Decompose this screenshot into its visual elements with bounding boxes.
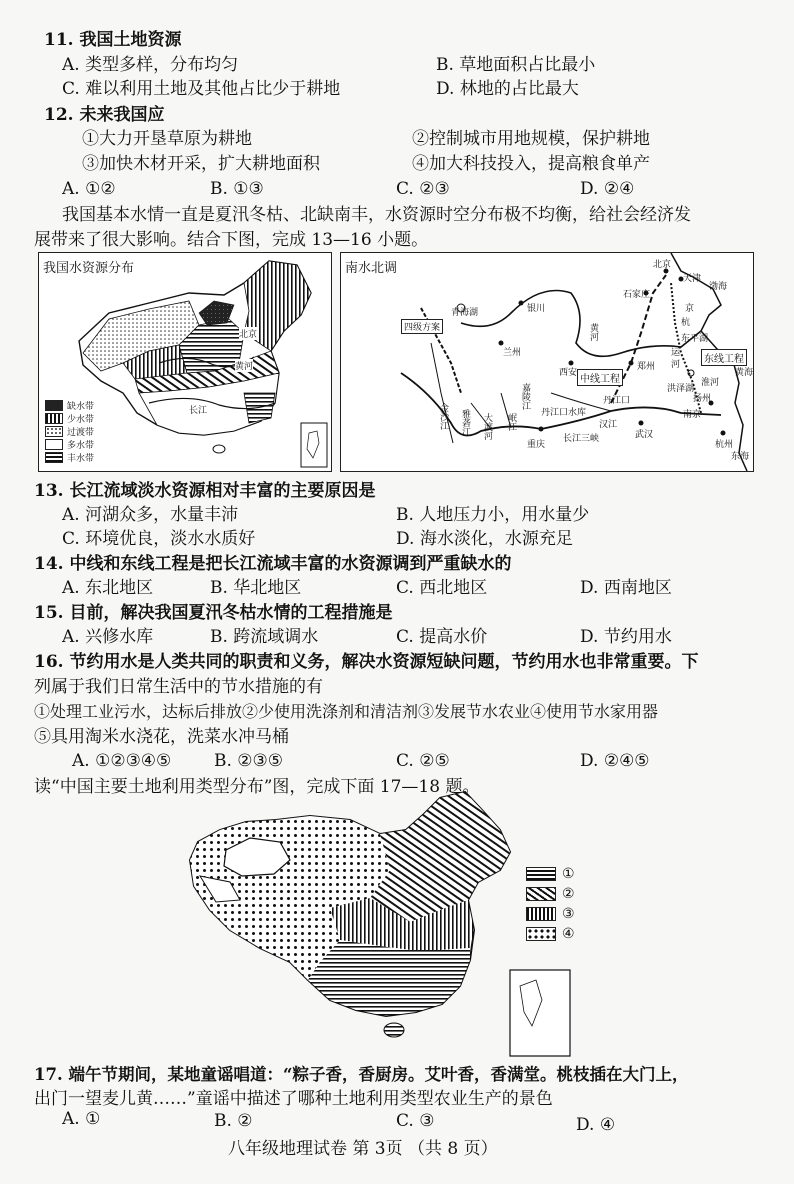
land-legend-2: ② [526,886,575,902]
q16-option-b[interactable]: B. ②③⑤ [214,751,284,771]
land-legend-1: ① [526,866,575,882]
q11-option-c[interactable]: C. 难以利用土地及其他占比少于耕地 [62,79,341,99]
q17-line1: 17. 端午节期间，某地童谣唱道：“粽子香，香厨房。艾叶香，香满堂。桃枝插在大门上， [34,1065,689,1084]
q16-option-c[interactable]: C. ②⑤ [396,751,450,771]
q11-option-d[interactable]: D. 林地的占比最大 [436,79,579,99]
intro-13-16-line1: 我国基本水情一直是夏汛冬枯、北缺南丰，水资源时空分布极不均衡，给社会经济发 [62,205,691,225]
q12-option-d[interactable]: D. ②④ [580,179,635,199]
q15-option-a[interactable]: A. 兴修水库 [62,627,154,647]
place-lanzhou: 兰州 [503,348,522,358]
place-danjiangkou: 丹江口 [603,396,631,406]
q15-option-d[interactable]: D. 节约用水 [580,627,672,647]
river-dadu: 大渡河 [482,413,492,440]
sea-east: 东海 [731,452,750,462]
river-yellow: 黄河 [588,323,598,341]
west-route-label: 四级方案 [401,319,443,334]
q16-line1: 16. 节约用水是人类共同的职责和义务，解决水资源短缺问题，节约用水也非常重要。下 [34,652,699,672]
place-dongping-lake: 东平湖 [681,334,709,344]
q15-option-b[interactable]: B. 跨流域调水 [210,627,319,647]
q13-option-a[interactable]: A. 河湖众多，水量丰沛 [62,505,239,525]
q12-statement-2: ②控制城市用地规模，保护耕地 [412,129,650,149]
land-legend-swatch-horizontal [526,867,556,881]
land-legend-swatch-dots [526,927,556,941]
q16-line2: 列属于我们日常生活中的节水措施的有 [34,677,323,697]
intro-13-16-line2: 展带来了很大影响。结合下图，完成 13—16 小题。 [34,230,429,250]
q17-option-c[interactable]: C. ③ [396,1111,435,1131]
q15-option-c[interactable]: C. 提高水价 [396,627,488,647]
q17-line2: 出门一望麦儿黄……”童谣中描述了哪种土地利用类型农业生产的景色 [34,1089,553,1109]
sea-yellow: 黄海 [735,368,754,378]
water-map-yellow-river: 黄河 [235,359,253,372]
q14-option-c[interactable]: C. 西北地区 [396,578,488,598]
legend-swatch-vertical [45,413,63,424]
canal-char-1: 京 [685,304,695,314]
place-yinchuan: 银川 [527,304,546,314]
water-transfer-map [340,252,754,472]
q12-statement-3: ③加快木材开采，扩大耕地面积 [82,154,320,174]
q12-statement-4: ④加大科技投入，提高粮食单产 [412,154,650,174]
place-zhengzhou: 郑州 [637,362,656,372]
legend-water-rich: 丰水带 [45,451,94,464]
legend-water-transition: 过渡带 [45,425,94,438]
place-wuhan: 武汉 [635,430,654,440]
q14-option-d[interactable]: D. 西南地区 [580,578,672,598]
water-map-title: 我国水资源分布 [43,261,135,276]
place-qinghai-lake: 青海湖 [451,308,479,318]
q16-line4: ⑤具用淘米水浇花，洗菜水冲马桶 [34,727,289,747]
river-huai: 淮河 [701,378,720,388]
page-footer: 八年级地理试卷 第 3页 （共 8 页） [228,1139,498,1159]
q13-option-b[interactable]: B. 人地压力小，用水量少 [396,505,590,525]
q11-option-b[interactable]: B. 草地面积占比最小 [436,55,596,75]
place-hanjiang: 汉江 [599,420,618,430]
canal-char-4: 河 [671,360,681,370]
q16-option-d[interactable]: D. ②④⑤ [580,751,650,771]
transfer-map-title: 南水北调 [345,261,398,276]
q12-option-c[interactable]: C. ②③ [396,179,450,199]
intro-17-18: 读“中国主要土地利用类型分布”图，完成下面 17—18 题。 [34,777,480,797]
legend-water-scarce: 少水带 [45,412,94,425]
place-hangzhou: 杭州 [715,440,734,450]
place-beijing: 北京 [653,260,672,270]
q13-option-c[interactable]: C. 环境优良，淡水水质好 [62,529,256,549]
legend-water-shortage: 缺水带 [45,399,94,412]
q12-stem: 12. 未来我国应 [44,105,165,125]
river-jialing: 嘉陵江 [520,383,530,410]
place-nanjing: 南京 [683,410,702,420]
land-use-map [180,790,590,1060]
place-shijiazhuang: 石家庄 [623,290,651,300]
q11-option-a[interactable]: A. 类型多样，分布均匀 [62,55,239,75]
place-bohai: 渤海 [709,282,728,292]
land-legend-3: ③ [526,906,575,922]
q17-option-b[interactable]: B. ② [214,1111,253,1131]
east-route-label: 东线工程 [701,349,747,366]
water-map-yangtze: 长江 [189,403,207,416]
land-legend-swatch-vertical [526,907,556,921]
q16-line3: ①处理工业污水，达标后排放②少使用洗涤剂和清洁剂③发展节水农业④使用节水家用器 [34,702,659,721]
q14-stem: 14. 中线和东线工程是把长江流域丰富的水资源调到严重缺水的 [34,554,512,574]
legend-swatch-dots [45,426,63,437]
q13-stem: 13. 长江流域淡水资源相对丰富的主要原因是 [34,481,376,501]
canal-char-3: 运 [671,348,681,358]
q15-stem: 15. 目前，解决我国夏汛冬枯水情的工程措施是 [34,603,393,623]
place-xian: 西安 [559,368,578,378]
q16-option-a[interactable]: A. ①②③④⑤ [72,751,172,771]
place-three-gorges: 长江三峡 [563,434,600,444]
water-map-beijing: 北京 [239,327,257,340]
place-tianjin: 天津 [683,274,702,284]
legend-swatch-black [45,400,63,411]
place-chongqing: 重庆 [527,440,546,450]
q11-stem: 11. 我国土地资源 [44,30,182,50]
river-yalong: 雅砻江 [460,409,470,436]
q12-statement-1: ①大力开垦草原为耕地 [82,129,252,149]
place-yangzhou: 扬州 [693,394,712,404]
land-legend-swatch-diagonal [526,887,556,901]
q12-option-b[interactable]: B. ①③ [210,179,264,199]
legend-swatch-blank [45,439,63,450]
q12-option-a[interactable]: A. ①② [62,179,116,199]
q17-option-d[interactable]: D. ④ [576,1115,616,1135]
central-route-label: 中线工程 [577,369,623,386]
q14-option-a[interactable]: A. 东北地区 [62,578,154,598]
river-minjiang: 岷江 [506,413,516,431]
q14-option-b[interactable]: B. 华北地区 [210,578,302,598]
land-legend-4: ④ [526,926,575,942]
place-danjiangkou-reservoir: 丹江口水库 [541,408,587,418]
legend-water-abundant: 多水带 [45,438,94,451]
place-hongze-lake: 洪泽湖 [667,384,695,394]
river-jinsha: 金沙江 [438,403,448,430]
canal-char-2: 杭 [681,318,691,328]
water-resources-map [38,252,332,472]
q17-option-a[interactable]: A. ① [62,1109,101,1129]
legend-swatch-horizontal [45,452,63,463]
q13-option-d[interactable]: D. 海水淡化，水源充足 [396,529,573,549]
